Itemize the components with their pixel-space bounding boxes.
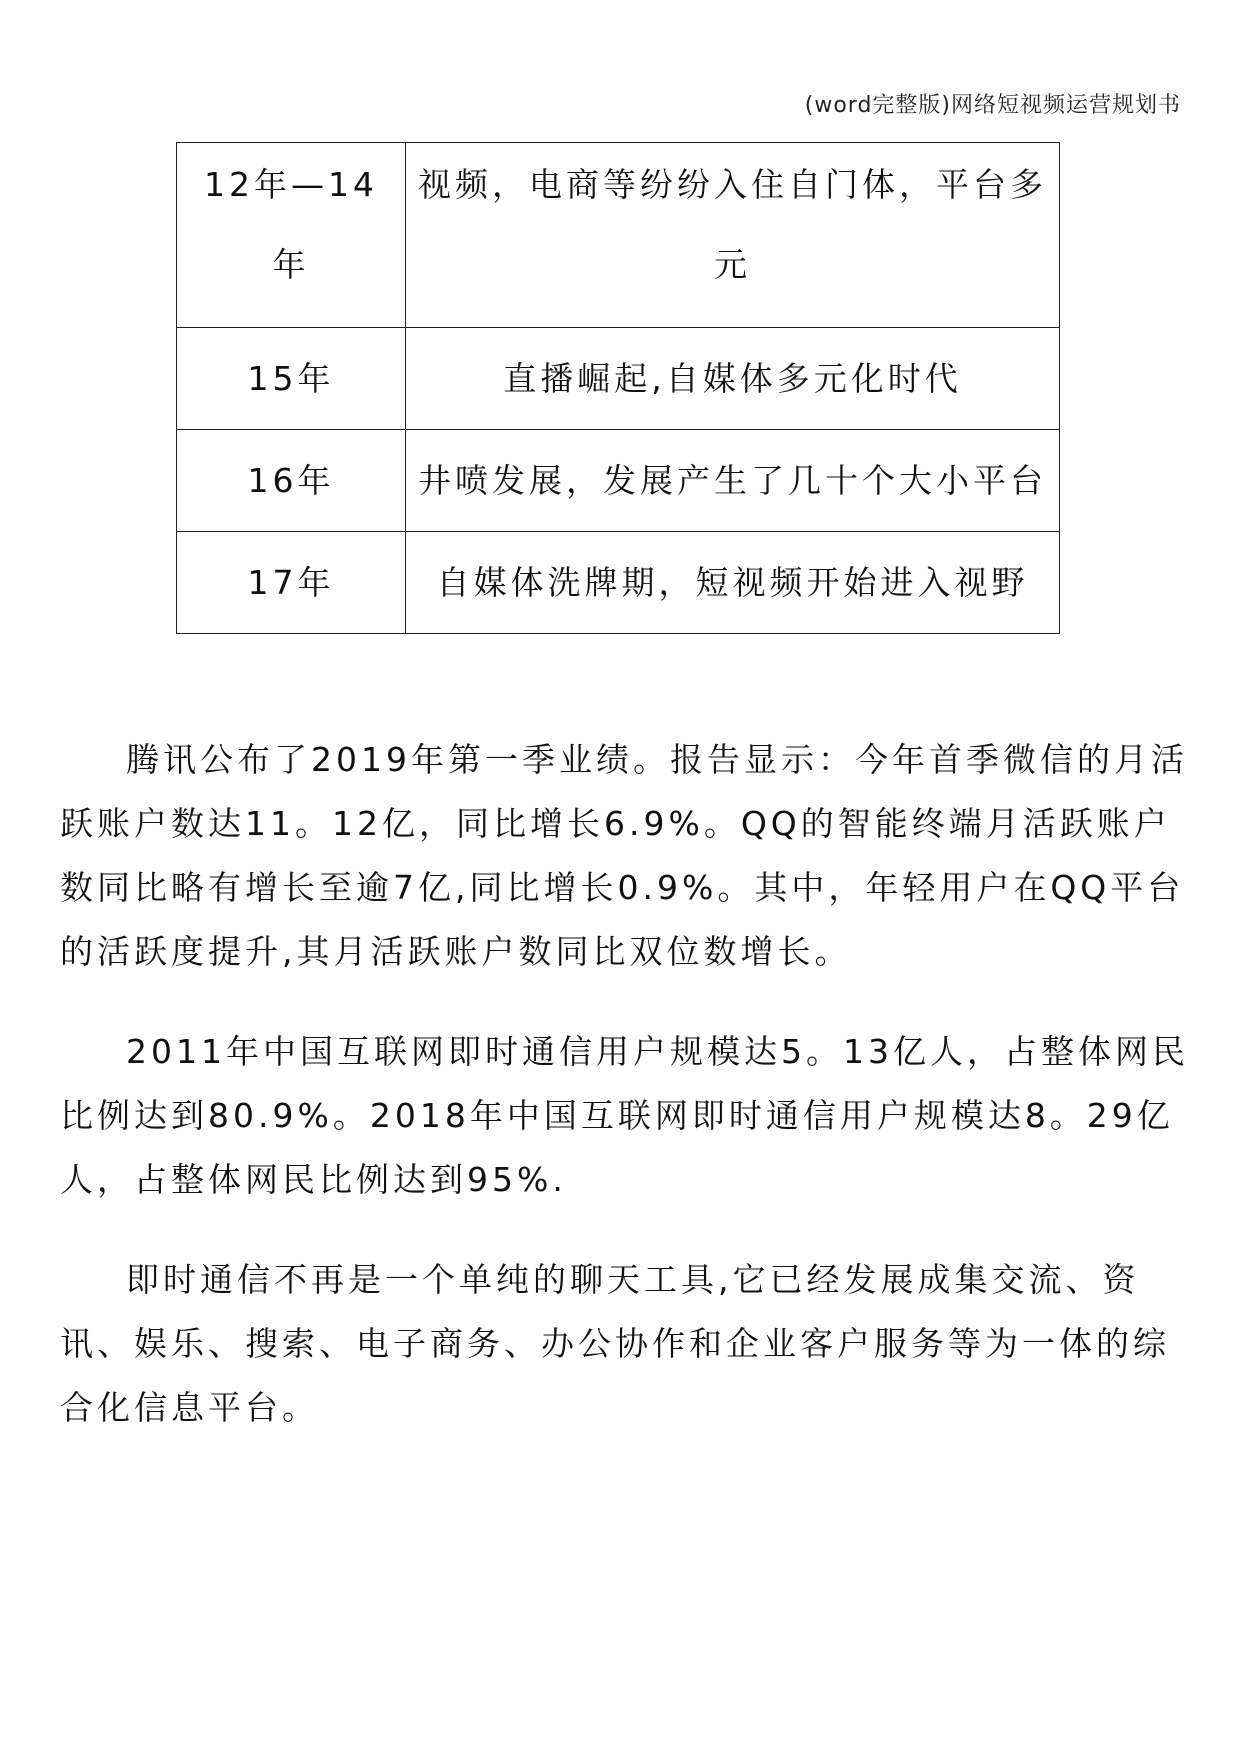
paragraph-im-user-scale: 2011年中国互联网即时通信用户规模达5。13亿人，占整体网民比例达到80.9%。2018年中国互联网即时通信用户规模达8。29亿人，占整体网民比例达到95%. xyxy=(60,1032,1189,1199)
table-row xyxy=(177,328,1060,430)
table-cell-year: 12年—14年 xyxy=(177,143,406,328)
paragraph-tencent-results: 腾讯公布了2019年第一季业绩。报告显示：今年首季微信的月活跃账户数达11。12亿，同比增长6.9%。QQ的智能终端月活跃账户数同比略有增长至逾7亿,同比增长0.9%。其中，年轻用户在QQ平台的活跃度提升,其月活跃账户数同比双位数增长。 xyxy=(60,740,1188,971)
table-row xyxy=(177,430,1060,532)
document-header: (word完整版)网络短视频运营规划书 xyxy=(804,93,1181,118)
paragraph-im-platform: 即时通信不再是一个单纯的聊天工具,它已经发展成集交流、资讯、娱乐、搜索、电子商务、办公协作和企业客户服务等为一体的综合化信息平台。 xyxy=(60,1260,1170,1427)
table-row xyxy=(177,532,1060,634)
table-cell-event: 自媒体洗牌期，短视频开始进入视野 xyxy=(406,532,1060,634)
body-text xyxy=(60,728,1200,1476)
table-cell-year: 17年 xyxy=(177,532,406,634)
development-timeline-table xyxy=(176,142,1060,634)
table-cell-year: 15年 xyxy=(177,328,406,430)
table-cell-year: 16年 xyxy=(177,430,406,532)
table-cell-event: 井喷发展，发展产生了几十个大小平台 xyxy=(406,430,1060,532)
table-cell-event: 视频，电商等纷纷入住自门体，平台多元 xyxy=(406,143,1060,328)
table-cell-event: 直播崛起,自媒体多元化时代 xyxy=(406,328,1060,430)
table-row xyxy=(177,143,1060,328)
